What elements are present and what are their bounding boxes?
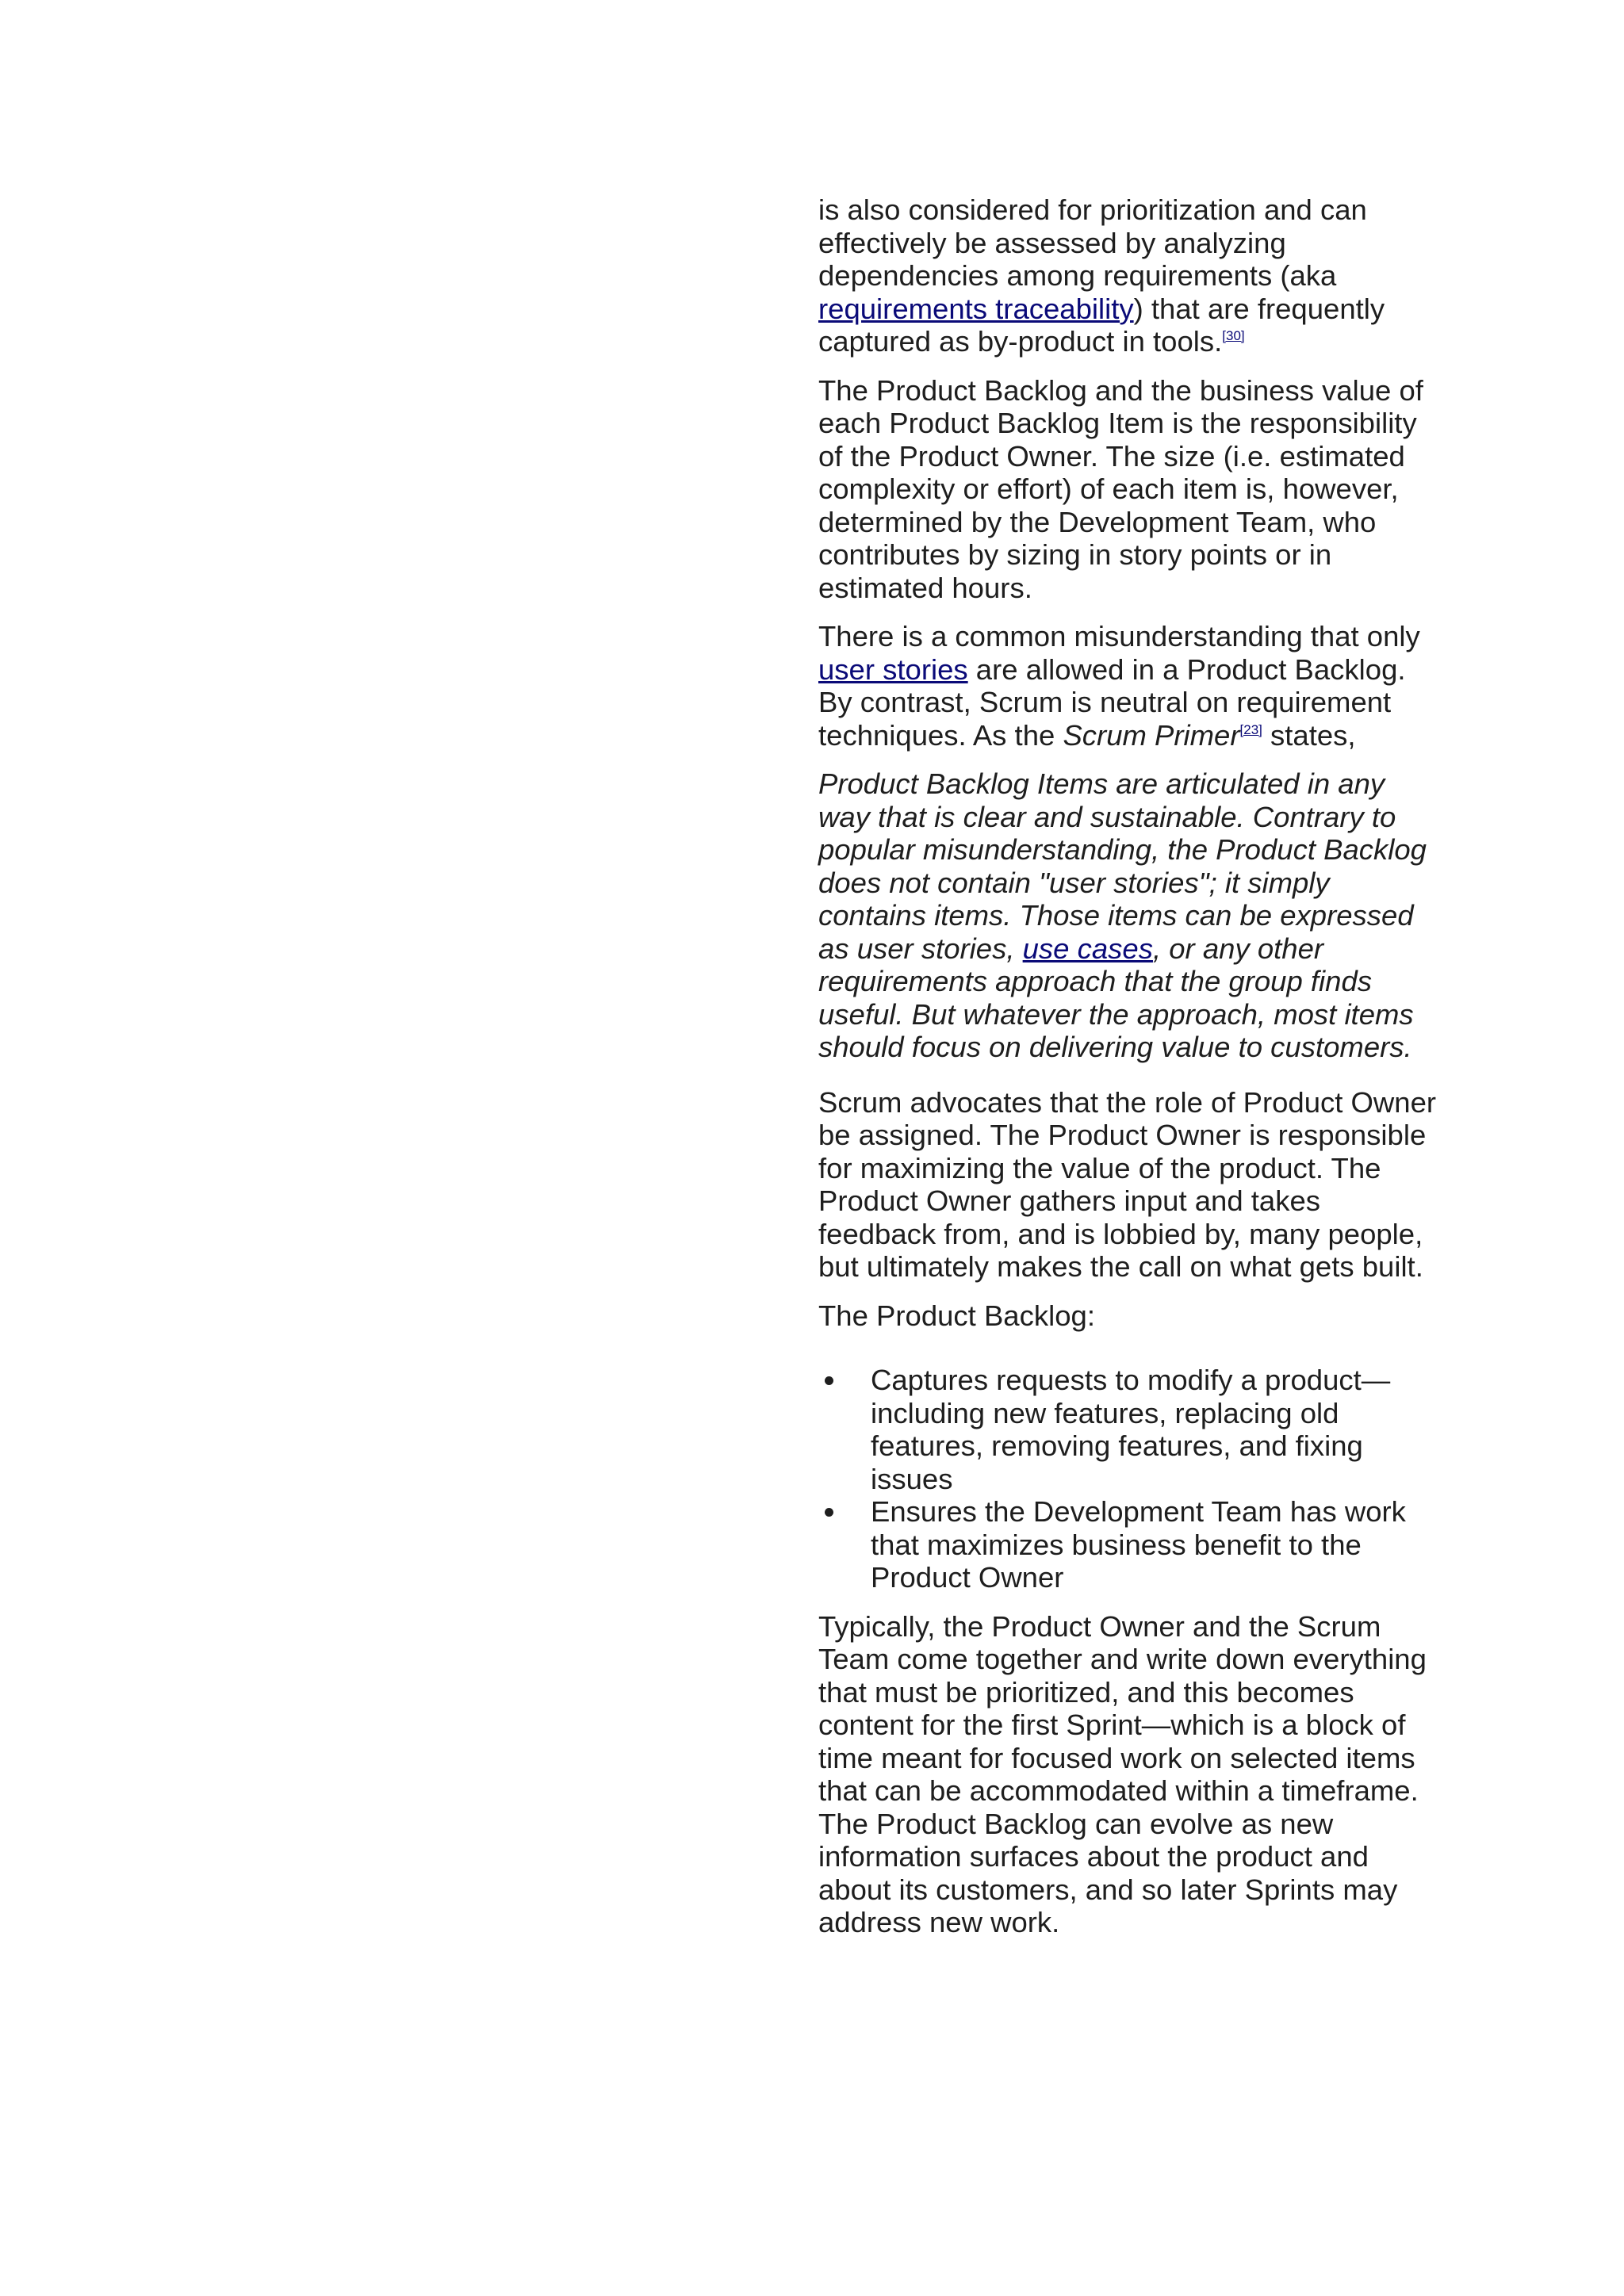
bullet-icon — [825, 1376, 833, 1385]
link-requirements-traceability[interactable]: requirements traceability — [818, 292, 1134, 325]
bullet-icon — [825, 1508, 833, 1517]
paragraph-product-owner-role: Scrum advocates that the role of Product Owner be assigned. The Product Owner is responsible for maximizing the value of the product. The Product Owner gathers input and takes feedback from, and is lobbied by, many people, but ultimately makes the call on what gets built. — [818, 1085, 1437, 1283]
paragraph-text: ) that are frequently captured as by-product in tools. — [818, 292, 1385, 358]
paragraph-backlog-intro: The Product Backlog: — [818, 1299, 1095, 1332]
bullet-list — [818, 1364, 1437, 1594]
list-item-text: Ensures the Development Team has work that maximizes business benefit to the Product Owner — [871, 1495, 1406, 1594]
list-item — [818, 1364, 1437, 1495]
scrum-primer-title: Scrum Primer — [1063, 718, 1240, 752]
link-user-stories[interactable]: user stories — [818, 652, 968, 686]
citation-ref — [1222, 328, 1244, 343]
quote-text: , or any other requirements approach that the group finds useful. But whatever the approach, most items should focus on delivering value to customers. — [818, 932, 1414, 1063]
paragraph-text: There is a common misunderstanding that only — [818, 620, 1420, 652]
paragraph-text: states, — [1262, 718, 1356, 752]
citation-link-30[interactable]: [30] — [1222, 328, 1245, 343]
block-quote — [818, 767, 1437, 1064]
list-item-text: Captures requests to modify a product—including new features, replacing old features, removing features, and fixing issues — [871, 1364, 1391, 1495]
paragraph-first-sprint: Typically, the Product Owner and the Scrum Team come together and write down everything that must be prioritized, and this becomes content for the first Sprint—which is a block of time meant for focused work on selected items that can be accommodated within a timeframe. The Product Backlog can evolve as new information surfaces about the product and about its customers, and so later Sprints may address new work. — [818, 1609, 1427, 1938]
link-use-cases[interactable]: use cases — [1022, 932, 1153, 965]
list-item — [818, 1495, 1437, 1594]
paragraph-misunderstanding — [818, 620, 1437, 752]
paragraph-text: is also considered for prioritization and can effectively be assessed by analyzing dependencies among requirements (aka — [818, 193, 1367, 292]
quote-text: Product Backlog Items are articulated in any way that is clear and sustainable. Contrary to popular misunderstanding, the Product Backlog does not contain "user stories"; it simply contains items. Those items can be expressed as user stories, — [818, 767, 1427, 965]
text-column — [818, 193, 1437, 1955]
paragraph-text: are allowed in a Product Backlog. By contrast, Scrum is neutral on requirement techniques. As the — [818, 652, 1406, 752]
citation-ref — [1240, 722, 1262, 737]
citation-link-23[interactable]: [23] — [1239, 721, 1262, 737]
paragraph-prioritization — [818, 193, 1437, 358]
paragraph-backlog-responsibility: The Product Backlog and the business value of each Product Backlog Item is the responsibility of the Product Owner. The size (i.e. estimated complexity or effort) of each item is, however, determined by the Development Team, who contributes by sizing in story points or in estimated hours. — [818, 373, 1423, 604]
